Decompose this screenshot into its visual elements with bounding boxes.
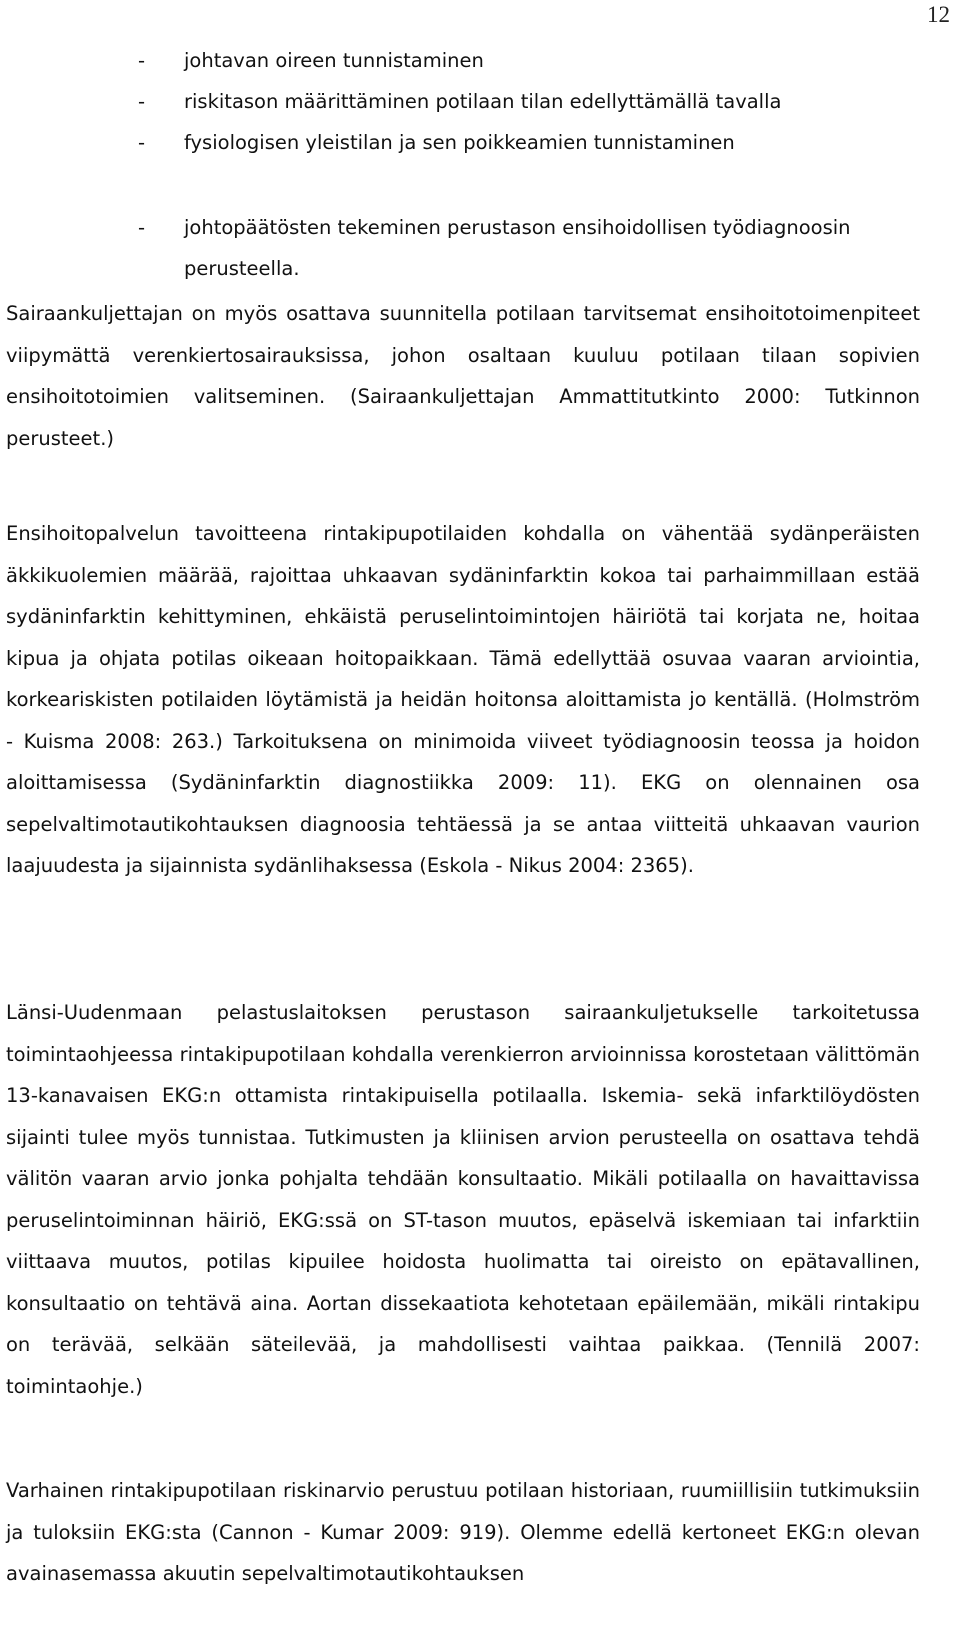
paragraph-competence: Sairaankuljettajan on myös osattava suunnitella potilaan tarvitsemat ensihoitotoimenpiteet viipymättä verenkiertosairauksissa, johon osaltaan kuuluu potilaan tilaan sopivien ensihoitotoimien valitseminen. (Sairaankuljettajan Ammattitutkinto 2000: Tutkinnon perusteet.) bbox=[6, 302, 920, 450]
list-item bbox=[138, 207, 928, 289]
paragraph-goals: Ensihoitopalvelun tavoitteena rintakipupotilaiden kohdalla on vähentää sydänperäisten äkkikuolemien määrää, rajoittaa uhkaavan sydäninfarktin kokoa tai parhaimmillaan estää sydäninfarktin kehittyminen, ehkäistä peruselintoimintojen häiriötä tai korjata ne, hoitaa kipua ja ohjata potilas oikeaan hoitopaikkaan. Tämä edellyttää osuvaa vaaran arviointia, korkeariskisten potilaiden löytämistä ja heidän hoitonsa aloittamista jo kentällä. (Holmström - Kuisma 2008: 263.) Tarkoituksena on minimoida viiveet työdiagnoosin teossa ja hoidon aloittamisessa (Sydäninfarktin diagnostiikka 2009: 11). EKG on olennainen osa sepelvaltimotautikohtauksen diagnoosia tehtäessä ja se antaa viitteitä uhkaavan vaurion laajuudesta ja sijainnista sydänlihaksessa (Eskola - Nikus 2004: 2365). bbox=[6, 522, 920, 877]
bullet-list bbox=[138, 40, 928, 289]
list-item bbox=[138, 40, 928, 81]
paragraph-risk-assessment: Varhainen rintakipupotilaan riskinarvio perustuu potilaan historiaan, ruumiillisiin tutkimuksiin ja tuloksiin EKG:sta (Cannon - Kumar 2009: 919). Olemme edellä kertoneet EKG:n olevan avainasemassa akuutin sepelvaltimotautikohtauksen bbox=[6, 1479, 920, 1585]
list-item bbox=[138, 81, 928, 122]
bullet-text: riskitason määrittäminen potilaan tilan edellyttämällä tavalla bbox=[184, 90, 782, 113]
bullet-text: johtopäätösten tekeminen perustason ensihoidollisen työdiagnoosin perusteella. bbox=[184, 216, 851, 280]
bullet-text: fysiologisen yleistilan ja sen poikkeamien tunnistaminen bbox=[184, 131, 735, 154]
bullet-text: johtavan oireen tunnistaminen bbox=[184, 49, 484, 72]
paragraph-guideline: Länsi-Uudenmaan pelastuslaitoksen perustason sairaankuljetukselle tarkoitetussa toimintaohjeessa rintakipupotilaan kohdalla verenkierron arvioinnissa korostetaan välittömän 13-kanavaisen EKG:n ottamista rintakipuisella potilaalla. Iskemia- sekä infarktilöydösten sijainti tulee myös tunnistaa. Tutkimusten ja kliinisen arvion perusteella on osattava tehdä välitön vaaran arvio jonka pohjalta tehdään konsultaatio. Mikäli potilaalla on havaittavissa peruselintoiminnan häiriö, EKG:ssä on ST-tason muutos, epäselvä iskemiaan tai infarktiin viittaava muutos, potilas kipuilee hoidosta huolimatta tai oireisto on epätavallinen, konsultaatio on tehtävä aina. Aortan dissekaatiota kehotetaan epäilemään, mikäli rintakipu on terävää, selkään säteilevää, ja mahdollisesti vaihtaa paikkaa. (Tennilä 2007: toimintaohje.) bbox=[6, 1001, 920, 1398]
page-number: 12 bbox=[927, 2, 950, 27]
bullet-dash: - bbox=[138, 216, 146, 239]
bullet-dash: - bbox=[138, 131, 146, 154]
bullet-dash: - bbox=[138, 90, 146, 113]
list-item bbox=[138, 122, 928, 163]
bullet-dash: - bbox=[138, 49, 146, 72]
